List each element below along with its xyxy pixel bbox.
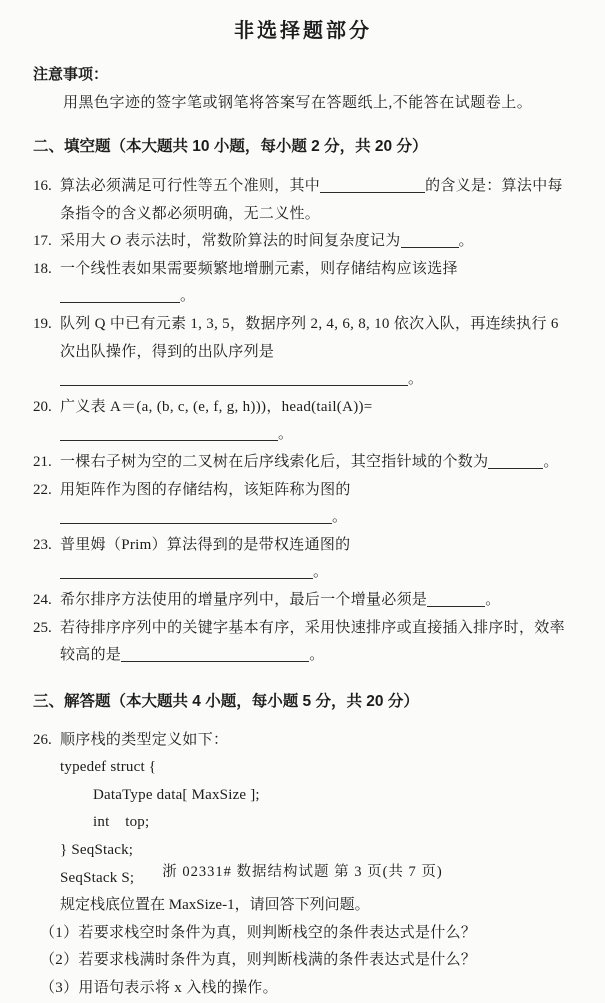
text-segment: 广义表 A＝(a, (b, c, (e, f, g, h)))，head(tail(A))=: [60, 398, 373, 415]
text-segment: 。: [458, 233, 474, 250]
question-number: 18.: [33, 260, 52, 277]
text-segment: 。: [309, 647, 325, 664]
answer-blank: [427, 591, 485, 607]
code-line: SeqStack S;: [60, 869, 135, 886]
text-segment: 。: [485, 591, 501, 608]
answer-blank: [60, 287, 180, 303]
subquestion: （2）若要求栈满时条件为真，则判断栈满的条件表达式是什么？: [40, 952, 477, 969]
question-text: [60, 615, 573, 670]
text-segment: 一个线性表如果需要频繁地增删元素，则存储结构应该选择: [60, 260, 458, 277]
question-number: 25.: [33, 619, 52, 636]
text-segment: 若待排序序列中的关键字基本有序，采用快速排序或直接插入排序时，效率较高的是: [60, 619, 565, 664]
answer-blank: [320, 177, 425, 193]
text-segment: 。: [408, 371, 424, 388]
question-row: [33, 173, 573, 228]
question-text: [60, 449, 573, 477]
question-note: 规定栈底位置在 MaxSize-1，请回答下列问题。: [60, 897, 370, 914]
section2-heading: 二、填空题（本大题共 10 小题，每小题 2 分，共 20 分）: [33, 138, 428, 155]
question-number: 17.: [33, 233, 52, 250]
question-text: [60, 477, 573, 532]
question-row: [33, 228, 573, 256]
section3-heading: 三、解答题（本大题共 4 小题，每小题 5 分，共 20 分）: [33, 692, 419, 710]
notice-text: 用黑色字迹的签字笔或钢笔将答案写在答题纸上,不能答在试题卷上。: [63, 95, 533, 111]
code-line: } SeqStack;: [60, 842, 134, 859]
question-row: [33, 256, 573, 311]
answer-blank: [60, 563, 313, 579]
answer-blank: [60, 508, 332, 524]
question-number: 23.: [33, 536, 52, 553]
fill-blank-questions: [33, 173, 573, 670]
text-segment: 。: [180, 288, 196, 305]
text-segment: 表示法时，常数阶算法的时间复杂度记为: [121, 233, 401, 250]
page-footer: 浙 02331# 数据结构试题 第 3 页(共 7 页): [162, 864, 443, 880]
question-text: [60, 173, 573, 228]
question-text: [60, 532, 573, 587]
question-text: [60, 311, 573, 394]
question-text: [60, 256, 573, 311]
answer-blank: [60, 370, 408, 386]
text-segment: 。: [278, 426, 294, 443]
text-segment: 。: [332, 509, 348, 526]
question-row: [33, 532, 573, 587]
question-number: 20.: [33, 398, 52, 415]
question-row: [33, 615, 573, 670]
question-text: [60, 394, 573, 449]
subquestions: [33, 920, 573, 1003]
text-segment: 用矩阵作为图的存储结构，该矩阵称为图的: [60, 481, 351, 498]
subquestion: （3）用语句表示将 x 入栈的操作。: [40, 980, 278, 997]
question-number: 21.: [33, 453, 52, 470]
question-text: [60, 587, 573, 615]
notice-label: 注意事项：: [33, 66, 109, 83]
answer-blank: [60, 425, 278, 441]
question-row: [33, 311, 573, 394]
question-row: [33, 587, 573, 615]
text-segment: 。: [543, 453, 559, 470]
question-row: [33, 727, 573, 755]
question-number: 24.: [33, 591, 52, 608]
question-text: 顺序栈的类型定义如下：: [60, 731, 229, 748]
question-number: 16.: [33, 178, 52, 194]
italic-text: O: [109, 233, 122, 250]
text-segment: 。: [313, 564, 329, 581]
code-line: DataType data[ MaxSize ];: [93, 786, 260, 803]
answer-blank: [121, 646, 309, 662]
answer-blank: [401, 232, 459, 248]
question-number: 22.: [33, 481, 52, 498]
text-segment: 一棵右子树为空的二叉树在后序线索化后，其空指针域的个数为: [60, 453, 489, 470]
text-segment: 队列 Q 中已有元素 1, 3, 5，数据序列 2, 4, 6, 8, 10 依次入队，再连续执行 6 次出队操作，得到的出队序列是: [60, 315, 559, 360]
text-segment: 普里姆（Prim）算法得到的是带权连通图的: [60, 536, 351, 553]
code-line: typedef struct {: [60, 759, 157, 776]
question-row: [33, 394, 573, 449]
code-line: int top;: [93, 814, 150, 831]
text-segment: 的含义是：算法中每条指令的含义都必须明确，无二义性。: [60, 178, 563, 222]
question-row: [33, 477, 573, 532]
page-title: 非选择题部分: [234, 20, 372, 42]
answer-blank: [488, 453, 543, 469]
subquestion: （1）若要求栈空时条件为真，则判断栈空的条件表达式是什么？: [40, 924, 477, 941]
question-number: 19.: [33, 315, 52, 332]
text-segment: 算法必须满足可行性等五个准则，其中: [60, 178, 321, 194]
text-segment: 希尔排序方法使用的增量序列中，最后一个增量必须是: [60, 591, 428, 608]
text-segment: 采用大: [60, 233, 110, 250]
question-number: 26.: [33, 731, 52, 748]
question-text: [60, 228, 573, 256]
question-row: [33, 449, 573, 477]
